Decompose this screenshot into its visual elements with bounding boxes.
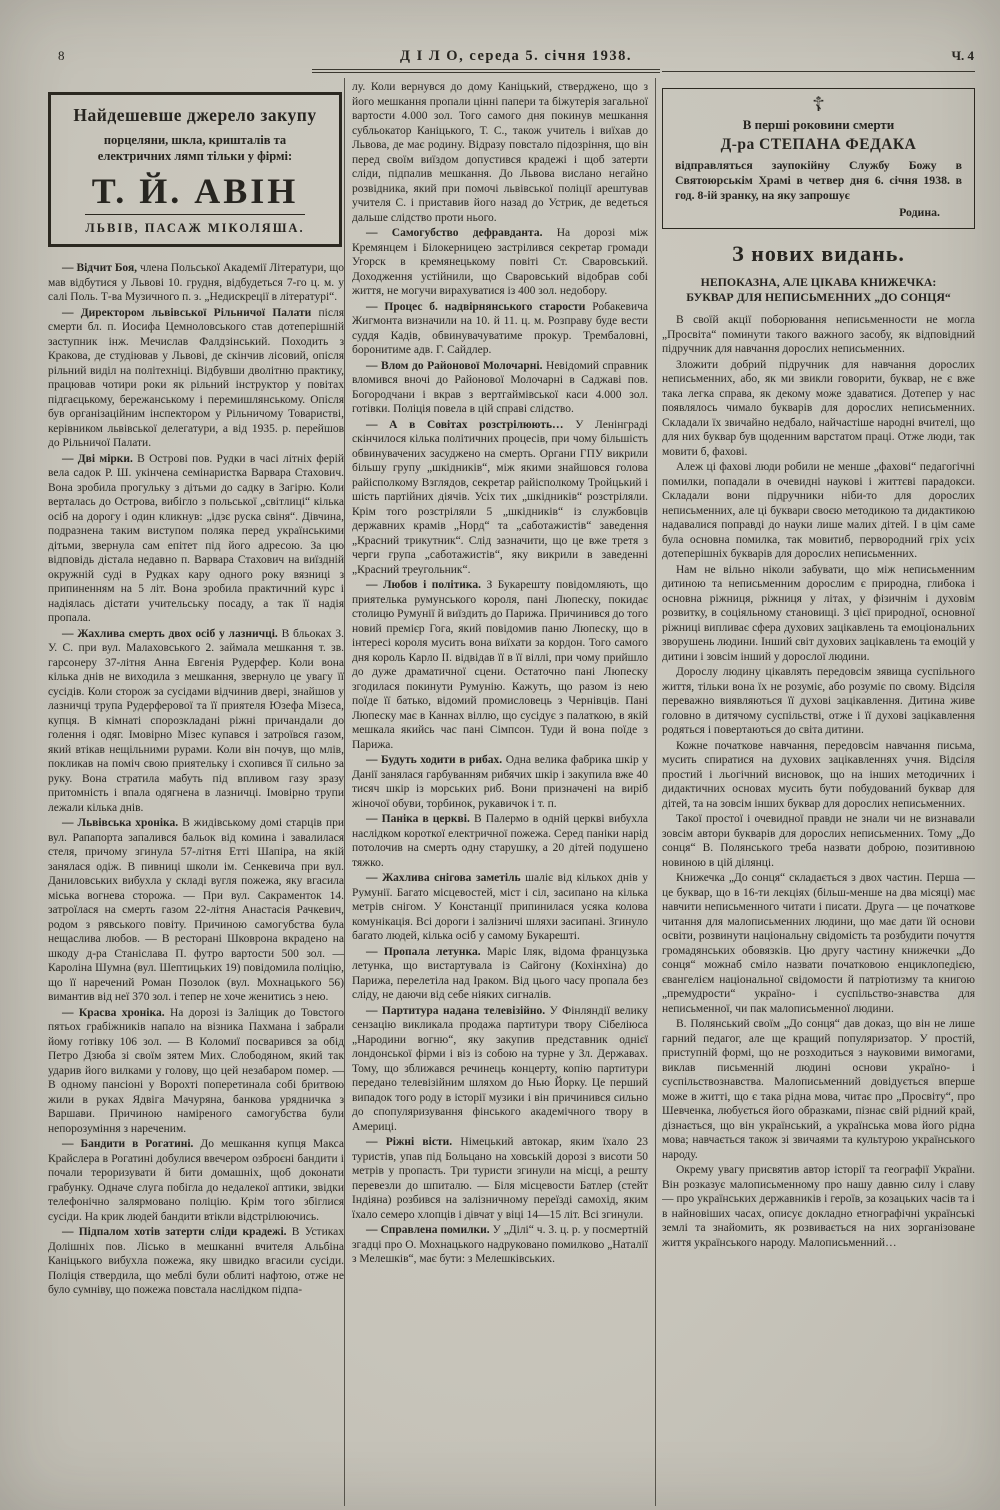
obituary-signature: Родина. — [899, 205, 940, 219]
news-item: — Ріжні вісти. Німецький автокар, яким їхало 23 туристів, упав під Больцано на ховській дорозі з висоти 50 метрів у пропасть. Три туристи згинули на місці, а решту перевезли до шпиталю. — Біля місцевости Батлер (стейт Індіяна) розбився на залізничному переїзді самохід, яким їхало семеро хлопців і дівчат у віці 14—15 літ. Всі згинули. — [352, 1136, 648, 1221]
news-item-lead: — Влом до Районової Молочарні. — [366, 359, 543, 372]
obituary-body: відправляться заупокійну Службу Божу в Святоюрськім Храмі в четвер дня 6. січня 1938. в год. 8-ій зранку, на яку запрошує — [675, 158, 962, 202]
ad-brand-name: Т. Й. АВІН — [91, 171, 299, 211]
news-item: — Процес б. надвірнянського старости Робакевича Жигмонта визначили на 10. й 11. ц. м. Розправу буде вести суддя Кадів, обвинувачуватиме прокур. Трембаловні, боронитиме адв. Г. Сайдлер. — [352, 300, 648, 356]
news-list-middle — [352, 80, 648, 1267]
news-item: — А в Совітах розстрілюють… У Ленінграді скінчилося кілька політичних процесів, при чому більшість обвинувачених засуджено на смерть. Органи ГПУ викрили більшу групу „шкідників“, між якими знайшовся голова райісполкому Взглядов, секретар райісполкому Тройцький і шість партійних діячів. Усіх тих „шкідників“ розстріляли. Крім того розстріляли 5 „шкідників“ із службовців державних крамів „Норд“ та „саботажистів“ заведення „Красний трикутник“. Слід зазначити, що це вже третя з черги група „саботажистів“, яку викрили в заведенні „Красний треугольник“. — [352, 418, 648, 576]
obituary-name: Д-ра СТЕПАНА ФЕДАКА — [720, 136, 917, 153]
news-item: — Жахлива смерть двох осіб у лазничці. В бльоках З. У. С. при вул. Малаховського 2. займала мешкання т. зв. гарсонеру 37-літня Анна Евгенія Рудерфер. Коли вона кілька днів не виходила з мешкання, звернуло це увагу її сусідів. Коли сторож за сусідами відчинив двері, знайшов у лазничці трупа Рудерферової та її приятеля Юзефа Мізеса, купця. В кімнаті спорозкладані ріжні причандали до голення і одяг. Імовірно Мізес купався і затроївся газом, який втікав нещільними рурами. Коли він почув, що млів, покликав на поміч свою приятельку і схопився її сильно за руку. Вона стратила мабуть під впливом газу зразу притомність і впала одягнена в лазничці. Імовірно трупи лежали кілька днів. — [48, 627, 344, 814]
news-item: — Відчит Боя, члена Польської Академії Літератури, що мав відбутися у Львові 10. грудня, відбудеться 7-го ц. м. у салі Поль. Т-ва Музичного п. з. „Недискреції в літературі“. — [48, 262, 344, 303]
header-double-rule — [312, 69, 660, 73]
article-paragraph: В своїй акції поборювання неписьменности не могла „Просвіта“ поминути такого важного засобу, як відповідний підручник для навчання дорослих неписьменних. — [662, 314, 975, 355]
page-number: 8 — [58, 48, 65, 63]
news-item: лу. Коли вернувся до дому Каніцький, стверджено, що з його мешкання пропали цінні папери та біжутерія загальної вартости 4.000 зол. Того самого дня покинув мешкання субльокатор Каніцького, Т. С., також учитель і виїхав до Львова, де має родину. Відразу повстало підозріння, що він перед своїм виїздом допустився крадежі і щоб затерти сліди, підпалив мешкання. До Львова вислано негайно розвідника, який при помочі львівської поліції арештував учителя С. і приставив його назад до Устрик, де ведеться дальше слідство проти нього. — [352, 81, 648, 224]
masthead: Д І Л О, середа 5. січня 1938. — [400, 48, 632, 64]
obituary-intro: В перші роковини смерти — [742, 117, 895, 132]
news-item-lead: — Паніка в церкві. — [366, 813, 470, 825]
news-item-lead: — Підпалом хотів затерти сліди крадежі. — [62, 1226, 287, 1238]
news-item: — Підпалом хотів затерти сліди крадежі. В Устиках Долішніх пов. Лісько в мешканні вчителя Альбіна Каніцького вибухла пожежа, яку швидко вгасили сусіди. Поліція ствердила, що меблі були облиті нафтою, отже не було сумніву, що пожежа повстала наслідком підпа- — [48, 1226, 344, 1296]
news-item: — Красва хроніка. На дорозі із Заліщик до Товстого пятьох грабіжників напало на візника Пахмана і забрали йому готівку 106 зол. — В Коломиї посварився за обід Петро Дзюба зі своїм зятем Мих. Слободяном, який так ударив його вилками у голову, що цей незабаром помер. — В одному пансіоні у Ворохті поперетинала собі бритвою жили в руках Ядвіга Мачуряна, банкова урядничка з Варшави. Причиною наміреного самогубства були непорозуміння з нареченим. — [48, 1006, 344, 1135]
news-item: — Паніка в церкві. В Палермо в одній церкві вибухла наслідком короткої електричної пожежа. Серед паніки нарід потолочив на смерть одну старушку, а 20 дітей подушено тяжко. — [352, 813, 648, 869]
news-item-lead: — Жахлива смерть двох осіб у лазничці. — [62, 627, 278, 640]
section-heading: З нових видань. — [732, 241, 905, 266]
news-item-lead: — Справлена помилки. — [366, 1224, 490, 1236]
news-item-lead: — Красва хроніка. — [62, 1006, 165, 1019]
page-header — [58, 48, 974, 65]
news-item-lead: — Пропала летунка. — [366, 945, 481, 958]
ad-subline-2: електричних лямп тільки у фірмі: — [97, 149, 293, 163]
column-divider-right — [655, 78, 656, 1506]
article-paragraph: В. Полянський своїм „До сонця“ дав доказ, що він не лише гарний педагог, але ще кращий популяризатор. У простій, приступній формі, що не розходиться з науковими вимогами, виклав письменній людині основи україно- і суспільствознавства. Малописьменний довідується вперше може в житті, що є така рідна мова, читає про „Просвіту“, про Шевченка, любується його образками, пізнає свій рідний край, дізнається, що він український, а українська мова його рідна мова; навчається також зі звичаями та культурою українського народу. — [662, 1018, 975, 1161]
news-item-lead: — Львівська хроніка. — [62, 817, 179, 829]
news-item-lead: — Любов і політика. — [366, 579, 481, 591]
news-item: — Бандити в Рогатині. До мешкання купця Макса Крайслера в Рогатині добулися ввечером озброєні бандити і почали тероризувати й бити домашніх, щоб доконати грабунку. Одначе слуга побігла до недалекої аптики, звідки телефонічно залярмовано поліцію. Крім того збіглися сусіди. На крик людей бандити втікли відстрілюючись. — [48, 1138, 344, 1223]
article-paragraph: Окрему увагу присвятив автор історії та географії України. Він розказує малописьменному про нашу давню силу і славу — про українських державників і героїв, за козацьких часів та і в найновіших часах, описує докладно етнографічні українські землі та знайомить, як розвивається на них зорганізоване життя українського народу. Малописьменний… — [662, 1164, 975, 1249]
column-middle — [352, 79, 648, 1507]
news-list-left — [48, 261, 344, 1298]
news-item: — Справлена помилки. У „Ділі“ ч. 3. ц. р. у посмертній згадці про О. Мохнацького надруковано помилково „Наталії з Мелешків“, має бути: з Мелешківських. — [352, 1224, 648, 1265]
news-item-lead: — Дві мірки. — [62, 452, 133, 465]
article-paragraph: Книжечка „До сонця“ складається з двох частин. Перша — це буквар, що в 16-ти лекціях (більш-менше на два місяці) має навчити неписьменного читати і писати. Друга — це початкове читання для малописьменних людини, що має дати їй основи освіти, розвинути національну свідомість та розбудити почуття громадянських обовязків. Цю другу частину книжечки „До сонця“ можнаб сміло назвати початковою енциклопедією, євангелієм національної свідомости й патріотизму та книгою „премудрости“ україно- і суспільство-знавства для неписьменної, чи пак малописьменної людини. — [662, 872, 975, 1015]
news-item-lead: — Відчит Боя, — [62, 262, 138, 274]
ad-divider — [85, 214, 305, 215]
section-subheading-line2: БУКВАР ДЛЯ НЕПИСЬМЕННИХ „ДО СОНЦЯ“ — [686, 290, 951, 304]
news-item-lead: — Самогубство дефравданта. — [366, 227, 543, 239]
article-paragraph: Дорослу людину цікавлять передовсім зявища суспільного життя, тільки вона їх не розуміє, або розуміє по свому. Відсіля переважно виявляються її духові зацікавлення. Дитина живе головно в дитячому суспільстві, отже і її духові зацікавлення родяться і повертаються до світа дитини. — [662, 666, 975, 736]
ad-address: ЛЬВІВ, ПАСАЖ МІКОЛЯША. — [85, 221, 305, 235]
ad-box[interactable] — [48, 92, 342, 247]
issue-number: Ч. 4 — [951, 48, 974, 63]
news-item-lead: — Директором львівської Рільничої Палати — [62, 306, 312, 319]
column-right — [662, 84, 975, 1508]
orthodox-cross-icon: ☦ — [812, 94, 825, 116]
news-item: — Любов і політика. З Букарешту повідомляють, що приятелька румунського короля, пані Люпеску, покидає столицю Румунії й виїздить до Парижа. Причинився до того новий премієр Гога, який повідомив паню Люпеску, що в інтересі короля мусить вона виїхати за кордон. Того самого дня король Карло II. відвідав її в її віллі, при чому прийшло до дуже драматичної сцени. Остаточно пані Люпеску згодилася покинути Румунію. Кажуть, що разом із нею поїде її батько, відомий промисловець з Чернівців. Пані Люпеску має в Каннах віллю, що сусідує з палаткою, в якій мешкала якийсь час пані Сімпсон. Туди й вона поїде з Парижа. — [352, 579, 648, 751]
column-left — [48, 86, 344, 1506]
news-item: — Влом до Районової Молочарні. Невідомий справник вломився вночі до Районової Молочарні в Саджаві пов. Богородчани і вкрав з вертгаймівської каси 4.000 зол. готівки. Поліція повела в цій справі слідство. — [352, 359, 648, 415]
column-divider-left — [344, 78, 345, 1506]
news-item-lead: — Ріжні вісти. — [366, 1136, 453, 1148]
news-item: — Пропала летунка. Маріс Іляк, відома французька летунка, що вистартувала із Сайгону (Кохінхіна) до Парижа, перелетіла над Іраком. Від цього часу пропала без сліду, не даючи від себе ніяких сигналів. — [352, 945, 648, 1001]
article-paragraph: Алеж ці фахові люди робили не менше „фахові“ педагогічні помилки, попадали в очевидні наукові і життєві парадокси. Складали вони підручники ніби-то для дорослих неписьменних, але ці буквари своєю методикою та дидактикою надавалися поправді до науки лише малих дітей. І в цім саме була основна помилка, так мовитиб, первородний гріх усіх дотеперішніх букварів для дорослих неписьменних. — [662, 461, 975, 560]
ad-headline: Найдешевше джерело закупу — [73, 105, 317, 125]
header-right-rule — [662, 71, 975, 72]
article-paragraph: Нам не вільно ніколи забувати, що між неписьменним дитиною та неписьменним дорослим є природна, глибока і основна ріжниця, ріжниця у літах, у фізичнім і духовім розвитку, в соціяльному становищі. З цієї природної, основної ріжниці випливає сфера духових зацікавлень та емоціональних зворушень людини. Інший світ духових зацікавлень та емоцій у дитини і зовсім інший у дорослої людини. — [662, 563, 975, 663]
ad-subline-1: порцеляни, шкла, кришталів та — [103, 133, 287, 147]
article-body — [662, 313, 975, 1250]
article-paragraph: Зложити добрий підручник для навчання дорослих неписьменних, або, як ми звикли говорити, буквар, не є вже така легка справа, як декому може здаватися. Дотепер у нас появлялось чимало букварів для дорослих неписьменних. Складали їх звичайно недбало, найчастіше народні вчителі, що для них буквар був щоденним варстатом праці. Отже люди, так мовити б, фахові. — [662, 358, 975, 458]
section-subheading — [662, 275, 975, 305]
news-item: — Директором львівської Рільничої Палати після смерти бл. п. Иосифа Цемноловського став дотеперішній заступник інж. Мечислав Фалдзінський. Походить з Кракова, де студіював у Львові, де скінчив лісовий, опісля рільний виділ на політехніці. Відбувши дволітню практику, працював чотири роки як рільний інструктор у повітах підгаєцькому, бережанському і перемишлянському. Опісля був організаційним інспектором у Рільничому Товаристві, керівником львівської делегатури, а від 1935. р. перейшов до Рільничої Палати. — [48, 306, 344, 449]
news-item: — Самогубство дефравданта. На дорозі між Кремянцем і Білокерницею застрілився секретар громади Угорск в кремянецькому повіті Ст. Сваровський. Доходження устійнили, що Сваровський відобрав собі життя, не могучи вирахуватися із 400 зол. недобору. — [352, 227, 648, 297]
news-item: — Дві мірки. В Острові пов. Рудки в часі літніх ферій вела садок Р. Ш. укінчена семінаристка Варвара Стахович. Вона зробила прогульку з дітьми до садку в Загірю. Коли верталась до Острова, вибігло з польської „світлиці“ кілька осіб на дорогу і один кликнув: „ідзє руска свіня“. Дівчина, подразнена таким виступом поляка перед українськими дітьми, звернула сам епітет під його адресою. За цю відповідь дістала недавно п. Варвара Стахович на виїздній окружній суді в Рудках кару одного року вязниці з припиненням на 5 літ. Вона зробила практичний курс і надіялась дістати учительську посаду, а так її надія пропала. — [48, 452, 344, 624]
news-item-lead: — Будуть ходити в рибах. — [366, 754, 503, 766]
section-subheading-line1: НЕПОКАЗНА, АЛЕ ЦІКАВА КНИЖЕЧКА: — [700, 275, 937, 289]
article-paragraph: Такої простої і очевидної правди не знали чи не визнавали зовсім автори букварів для дорослих неписьменних. Тому „До сонця“ В. Полянського треба назвати доброю, позитивною новиною в цій ділянці. — [662, 813, 975, 869]
news-item-lead: — Жахлива снігова заметіль — [366, 872, 521, 884]
news-item-lead: — Партитура надана телевізійно. — [366, 1004, 546, 1017]
news-item: — Партитура надана телевізійно. У Фінляндії велику сензацію викликала продажа партитури твору Сібеліюса „Народини вогню“, яку закупив представник однієї лондонської фірми і віз із собою на турне у Зл. Державах. Тому, що зближався речинець концерту, копію партитури передано телевізійним шляхом до Нью Йорку. Це перший випадок того роду в історії музики і він причинився сильно до спопуляризування фінського академічного твору в Америці. — [352, 1004, 648, 1133]
news-item: — Львівська хроніка. В жидівському домі старців при вул. Рапапорта запалився бальок від комина і завалилася стеля, причому згинула 57-літня Етті Шапіра, на якій занялася одіж. В пивниці школи ім. Сенкевича при вул. Даниловських вибухла у складі вугля пожежа, яку вгасила міська вогнева сторожа. — При вул. Сакраменток 14. затроїлася на смерть газом 22-літня Анастасія Рачкевич, родом з рявського повіту. Причиною самогубства була нещаслива любов. — В ресторані Шковрона вкрадено на шкоду д-ра Станіслава П. футро вартости 500 зол. — Кароліна Шумна (вул. Шептицьких 19) повідомила поліцію, що її наречений Роман Позолок (вул. Мохнацького 56) вимантив від неї 370 зол. і тепер не хоче женитись з нею. — [48, 817, 344, 1003]
news-item-lead: — Бандити в Рогатині. — [62, 1138, 194, 1150]
news-item: — Жахлива снігова заметіль шаліє від кількох днів у Румунії. Багато місцевостей, міст і сіл, засипано на кілька метрів снігом. У Констанції припинилася усяка колова комунікація. Всі дороги і залізничі шляхи засипані. Згинуло багато людей, кілька осіб у самому Букарешті. — [352, 872, 648, 942]
news-item-lead: — Процес б. надвірнянського старости — [366, 300, 586, 313]
obituary-box — [662, 88, 975, 229]
news-item-lead: — А в Совітах розстрілюють… — [366, 418, 564, 431]
article-paragraph: Кожне початкове навчання, передовсім навчання письма, мусить спиратися на духових зацікавленнях учня. Відсіля простий і льогічний висновок, що на інших методичних і дидактичних основах мусить бути побудований буквар для дітей, та на зовсім інших буквар для дорослих неписьменних. — [662, 739, 975, 810]
news-item: — Будуть ходити в рибах. Одна велика фабрика шкір у Данії занялася гарбуванням рибячих шкір і закупила вже 40 тисяч шкір із морських риб. Вони призначені на виріб жіночої обуви, торбинок, рукавичок і т. п. — [352, 754, 648, 810]
